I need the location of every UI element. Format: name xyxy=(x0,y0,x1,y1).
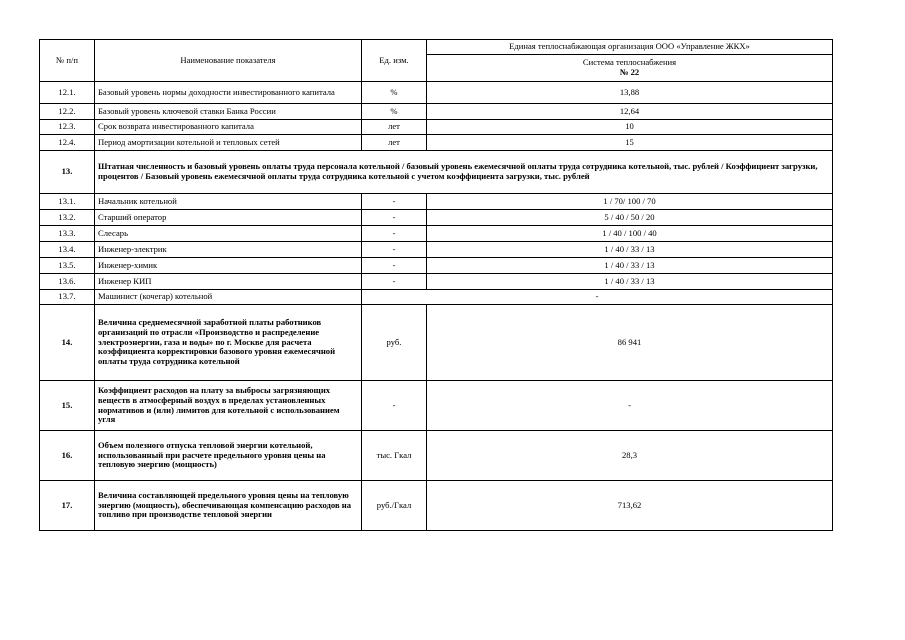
row-name: Инженер КИП xyxy=(95,274,362,290)
table-row xyxy=(40,305,833,381)
row-unit: лет xyxy=(362,120,427,135)
header-system-number: № 22 xyxy=(619,67,640,77)
row-number: 12.1. xyxy=(40,82,95,104)
table-row xyxy=(40,104,833,120)
row-value: 1 / 40 / 100 / 40 xyxy=(427,226,833,242)
row-number: 13.2. xyxy=(40,210,95,226)
row-value: 1 / 70/ 100 / 70 xyxy=(427,194,833,210)
row-name: Инженер-электрик xyxy=(95,242,362,258)
table-row xyxy=(40,258,833,274)
row-number: 16. xyxy=(40,431,95,481)
row-name: Величина среднемесячной заработной платы работников организаций по отрасли «Производство и распределение электроэнергии, газа и воды» по г. Москве для расчета коэффициента корректировки базового уровня ежемесячной оплаты труда сотрудника котельной xyxy=(95,305,362,381)
row-value: 12,64 xyxy=(427,104,833,120)
row-name: Период амортизации котельной и тепловых сетей xyxy=(95,135,362,151)
row-unit: - xyxy=(362,381,427,431)
row-name: Базовый уровень ключевой ставки Банка России xyxy=(95,104,362,120)
table-row xyxy=(40,431,833,481)
table-row xyxy=(40,135,833,151)
row-name: Старший оператор xyxy=(95,210,362,226)
row-name: Машинист (кочегар) котельной xyxy=(95,290,362,305)
table-row xyxy=(40,82,833,104)
row-unit: % xyxy=(362,82,427,104)
header-num: № п/п xyxy=(40,40,95,82)
row-number: 12.4. xyxy=(40,135,95,151)
row-value: 5 / 40 / 50 / 20 xyxy=(427,210,833,226)
row-value: 13,88 xyxy=(427,82,833,104)
row-name: Коэффициент расходов на плату за выбросы загрязняющих веществ в атмосферный воздух в пределах установленных нормативов и (или) лимитов для котельной с использованием угля xyxy=(95,381,362,431)
row-number: 13. xyxy=(40,151,95,194)
row-name: Инженер-химик xyxy=(95,258,362,274)
table-row xyxy=(40,290,833,305)
header-unit: Ед. изм. xyxy=(362,40,427,82)
row-name: Объем полезного отпуска тепловой энергии котельной, использованный при расчете предельного уровня цены на тепловую энергию (мощность) xyxy=(95,431,362,481)
row-number: 14. xyxy=(40,305,95,381)
row-unit: руб. xyxy=(362,305,427,381)
row-number: 17. xyxy=(40,481,95,531)
row-unit: - xyxy=(362,194,427,210)
row-unit: - xyxy=(362,226,427,242)
row-value: 10 xyxy=(427,120,833,135)
header-system xyxy=(427,55,833,82)
section-title: Штатная численность и базовый уровень оплаты труда персонала котельной / базовый уровень ежемесячной оплаты труда сотрудника котельной, тыс. рублей / Коэффициент загрузки, процентов / Базовый уровень ежемесячной оплаты труда сотрудника котельной с учетом коэффициента загрузки, тыс. рублей xyxy=(95,151,833,194)
row-number: 12.3. xyxy=(40,120,95,135)
row-unit: - xyxy=(362,258,427,274)
row-name: Начальник котельной xyxy=(95,194,362,210)
row-unit: лет xyxy=(362,135,427,151)
row-value: 86 941 xyxy=(427,305,833,381)
table-row xyxy=(40,226,833,242)
header-row xyxy=(40,40,833,55)
row-unit: - xyxy=(362,274,427,290)
row-value: 1 / 40 / 33 / 13 xyxy=(427,258,833,274)
row-value: - xyxy=(427,381,833,431)
row-name: Базовый уровень нормы доходности инвестированного капитала xyxy=(95,82,362,104)
row-name: Величина составляющей предельного уровня цены на тепловую энергию (мощность), обеспечивающая компенсацию расходов на топливо при производстве тепловой энергии xyxy=(95,481,362,531)
row-value: 713,62 xyxy=(427,481,833,531)
row-value: - xyxy=(362,290,833,305)
table-row xyxy=(40,381,833,431)
table-row xyxy=(40,242,833,258)
row-number: 12.2. xyxy=(40,104,95,120)
table-row xyxy=(40,274,833,290)
row-value: 1 / 40 / 33 / 13 xyxy=(427,274,833,290)
header-org: Единая теплоснабжающая организация ООО «Управление ЖКХ» xyxy=(427,40,833,55)
row-unit: - xyxy=(362,242,427,258)
row-number: 13.4. xyxy=(40,242,95,258)
row-unit: % xyxy=(362,104,427,120)
row-number: 13.7. xyxy=(40,290,95,305)
table-row xyxy=(40,210,833,226)
row-unit: руб./Гкал xyxy=(362,481,427,531)
row-value: 28,3 xyxy=(427,431,833,481)
row-name: Срок возврата инвестированного капитала xyxy=(95,120,362,135)
table-row xyxy=(40,481,833,531)
row-number: 13.3. xyxy=(40,226,95,242)
row-name: Слесарь xyxy=(95,226,362,242)
row-number: 13.1. xyxy=(40,194,95,210)
table-row xyxy=(40,194,833,210)
header-system-label: Система теплоснабжения xyxy=(582,57,677,68)
row-number: 15. xyxy=(40,381,95,431)
header-name: Наименование показателя xyxy=(95,40,362,82)
row-number: 13.6. xyxy=(40,274,95,290)
section-row xyxy=(40,151,833,194)
table-row xyxy=(40,120,833,135)
row-unit: тыс. Гкал xyxy=(362,431,427,481)
tariff-parameters-table xyxy=(39,39,833,531)
row-value: 1 / 40 / 33 / 13 xyxy=(427,242,833,258)
row-unit: - xyxy=(362,210,427,226)
row-number: 13.5. xyxy=(40,258,95,274)
row-value: 15 xyxy=(427,135,833,151)
